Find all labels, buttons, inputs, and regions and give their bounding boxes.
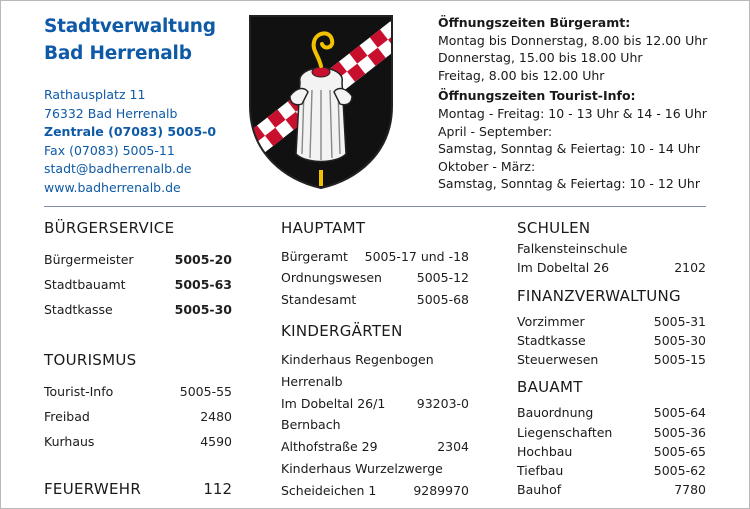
contact-number: 5005-36 bbox=[653, 425, 706, 440]
address-city: 76332 Bad Herrenalb bbox=[44, 105, 178, 121]
contact-number: 5005-68 bbox=[416, 292, 469, 307]
contact-label: Tourist-Info bbox=[44, 384, 114, 399]
address-phone: Zentrale (07083) 5005-0 bbox=[44, 124, 217, 139]
contact-label: Liegenschaften bbox=[517, 425, 613, 440]
contact-label: Stadtbauamt bbox=[44, 277, 126, 292]
section-kindergaerten: KINDERGÄRTEN bbox=[281, 322, 403, 340]
section-bauamt: BAUAMT bbox=[517, 378, 583, 396]
address-email[interactable]: stadt@badherrenalb.de bbox=[44, 161, 192, 176]
address-block bbox=[44, 86, 216, 197]
contact-number: 4590 bbox=[200, 434, 232, 449]
contact-label: Im Dobeltal 26 bbox=[517, 260, 610, 275]
contact-number: 93203-0 bbox=[416, 396, 469, 411]
contact-number: 5005-65 bbox=[653, 444, 706, 459]
contact-label: Freibad bbox=[44, 409, 90, 424]
section-schulen: SCHULEN bbox=[517, 219, 591, 237]
contact-label: Bauordnung bbox=[517, 405, 594, 420]
contact-label: Althofstraße 29 bbox=[281, 439, 378, 454]
address-website[interactable]: www.badherrenalb.de bbox=[44, 179, 181, 195]
contact-number: 5005-12 bbox=[416, 270, 469, 285]
contact-number: 9289970 bbox=[413, 483, 469, 498]
kindergarten-line: Herrenalb bbox=[281, 374, 343, 389]
contact-label: Ordnungswesen bbox=[281, 270, 382, 285]
opening-hours bbox=[438, 14, 707, 193]
hours-line: Montag - Freitag: 10 - 13 Uhr & 14 - 16 Uhr bbox=[438, 105, 707, 121]
hours-buergeramt-heading: Öffnungszeiten Bürgeramt: bbox=[438, 15, 631, 30]
contact-label: Stadtkasse bbox=[44, 302, 113, 317]
section-tourismus: TOURISMUS bbox=[44, 351, 137, 369]
contact-number: 5005-55 bbox=[179, 384, 232, 399]
contact-label: Bürgermeister bbox=[44, 252, 134, 267]
kindergarten-line: Kinderhaus Regenbogen bbox=[281, 352, 434, 367]
hours-touristinfo-heading: Öffnungszeiten Tourist-Info: bbox=[438, 88, 636, 104]
org-title-line2: Bad Herrenalb bbox=[44, 43, 192, 64]
kindergarten-line: Kinderhaus Wurzelzwerge bbox=[281, 461, 443, 476]
contact-number: 2480 bbox=[200, 409, 232, 424]
divider bbox=[44, 206, 706, 207]
address-street: Rathausplatz 11 bbox=[44, 87, 146, 102]
contact-label: Bürgeramt bbox=[281, 249, 348, 264]
contact-number: 5005-63 bbox=[174, 277, 232, 292]
contact-number: 5005-62 bbox=[653, 463, 706, 478]
contact-label: Bauhof bbox=[517, 482, 562, 497]
contact-label: Scheideichen 1 bbox=[281, 483, 377, 498]
hours-line: Montag bis Donnerstag, 8.00 bis 12.00 Uhr bbox=[438, 32, 708, 48]
contact-number: 5005-31 bbox=[653, 314, 706, 329]
hours-line: Freitag, 8.00 bis 12.00 Uhr bbox=[438, 67, 605, 83]
section-feuerwehr: FEUERWEHR bbox=[44, 480, 142, 498]
contact-number: 5005-15 bbox=[653, 352, 706, 367]
contact-label: Vorzimmer bbox=[517, 314, 585, 329]
hours-line: Oktober - März: bbox=[438, 158, 536, 174]
address-fax: Fax (07083) 5005-11 bbox=[44, 142, 175, 158]
contact-label: Im Dobeltal 26/1 bbox=[281, 396, 386, 411]
section-finanzverwaltung: FINANZVERWALTUNG bbox=[517, 287, 681, 305]
contact-number: 7780 bbox=[674, 482, 706, 497]
contact-label: Kurhaus bbox=[44, 434, 95, 449]
section-hauptamt: HAUPTAMT bbox=[281, 219, 366, 237]
hours-line: Samstag, Sonntag & Feiertag: 10 - 12 Uhr bbox=[438, 176, 700, 192]
contact-number: 5005-20 bbox=[174, 252, 232, 267]
hours-line: Samstag, Sonntag & Feiertag: 10 - 14 Uhr bbox=[438, 141, 700, 157]
contact-number: 2304 bbox=[437, 439, 469, 454]
contact-label: Standesamt bbox=[281, 292, 357, 307]
contact-label: Hochbau bbox=[517, 444, 573, 459]
contact-number: 5005-30 bbox=[174, 302, 232, 317]
contact-label: Stadtkasse bbox=[517, 333, 586, 348]
hours-line: April - September: bbox=[438, 123, 553, 139]
contact-number: 5005-17 und -18 bbox=[364, 249, 469, 264]
contact-label: Steuerwesen bbox=[517, 352, 599, 367]
contact-number: 2102 bbox=[674, 260, 706, 275]
hours-line: Donnerstag, 15.00 bis 18.00 Uhr bbox=[438, 50, 643, 66]
contact-number: 5005-64 bbox=[653, 405, 706, 420]
section-buergerservice: BÜRGERSERVICE bbox=[44, 219, 175, 237]
contact-label: Tiefbau bbox=[517, 463, 564, 478]
feuerwehr-number: 112 bbox=[203, 480, 232, 498]
kindergarten-line: Bernbach bbox=[281, 417, 341, 432]
school-line: Falkensteinschule bbox=[517, 241, 628, 256]
coat-of-arms-icon bbox=[248, 14, 394, 190]
org-title-line1: Stadtverwaltung bbox=[44, 16, 216, 37]
contact-number: 5005-30 bbox=[653, 333, 706, 348]
